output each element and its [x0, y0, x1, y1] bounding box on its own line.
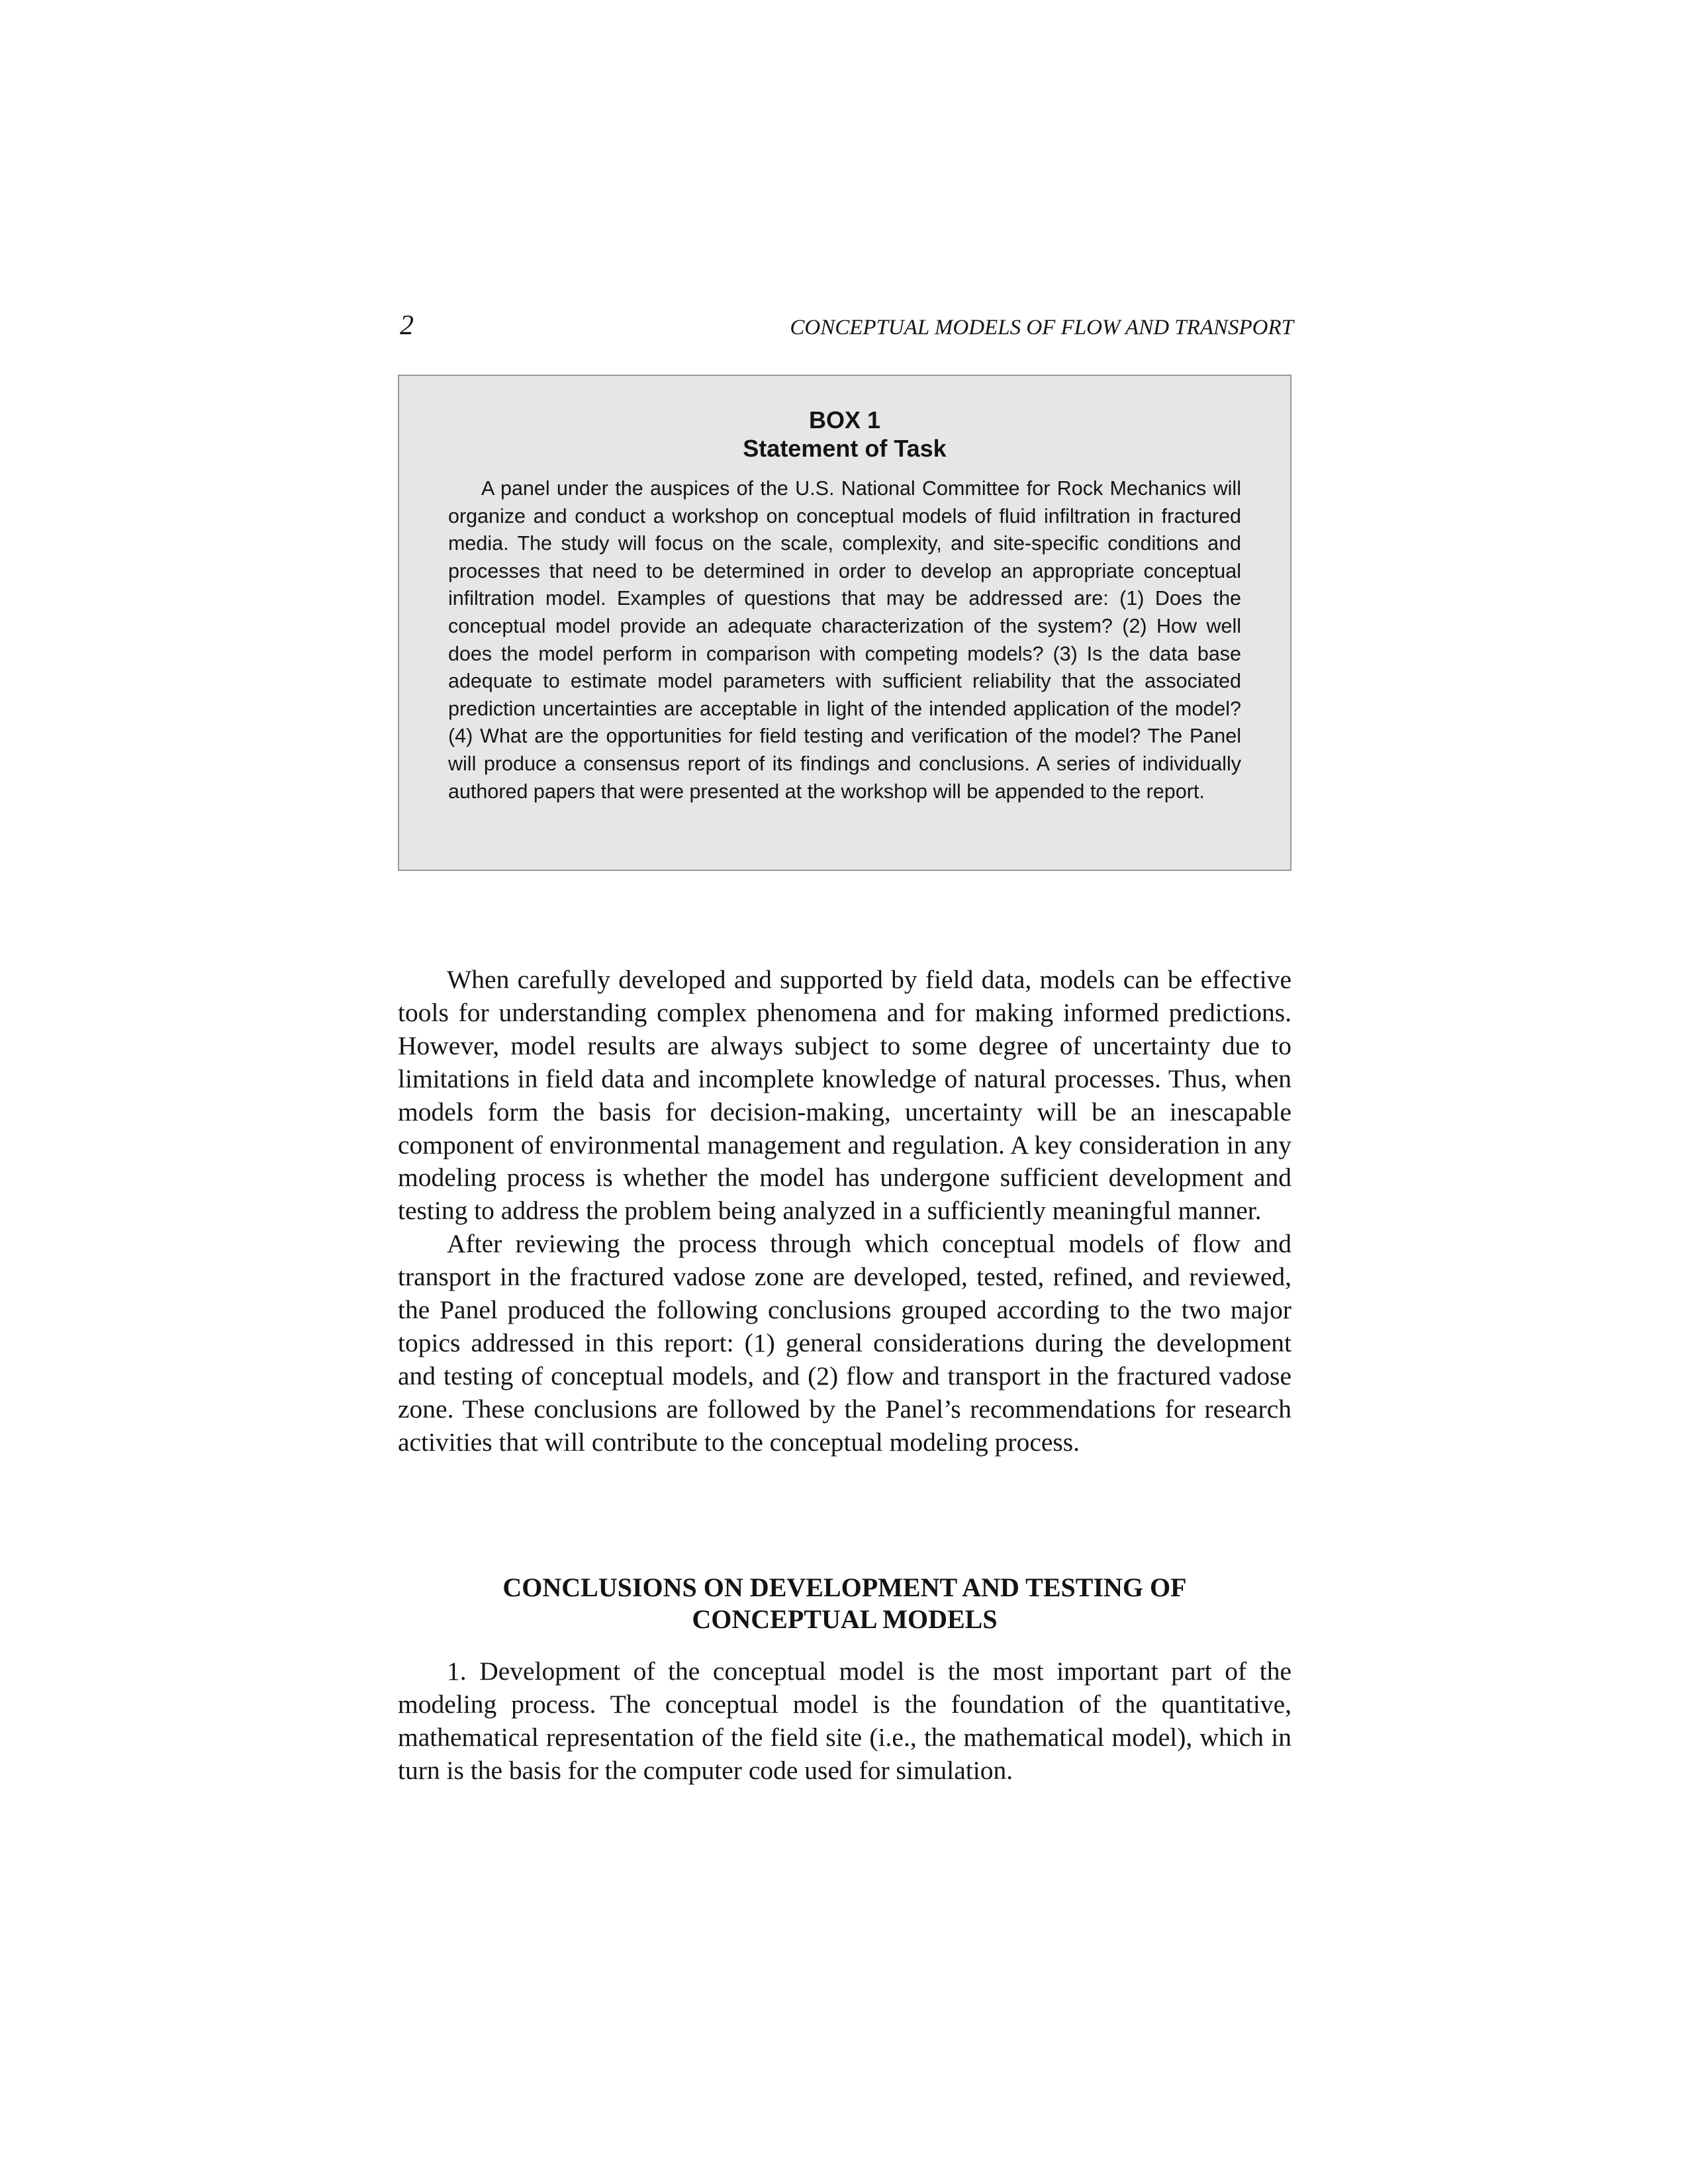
running-header: CONCEPTUAL MODELS OF FLOW AND TRANSPORT — [790, 316, 1293, 340]
main-body-text — [398, 964, 1291, 1459]
box-label: BOX 1 — [808, 406, 881, 433]
section-heading-line: CONCLUSIONS ON DEVELOPMENT AND TESTING OF — [502, 1572, 1187, 1602]
statement-of-task-box — [398, 375, 1291, 871]
body-paragraph: When carefully developed and supported by field data, models can be effective tools for understanding complex phenomena and for making informed predictions. However, model results are always subject to some degree of uncertainty due to limitations in field data and incomplete knowledge of natural processes. Thus, when models form the basis for decision-making, uncertainty will be an inescapable component of environmental management and regulation. A key consideration in any modeling process is whether the model has undergone sufficient development and testing to address the problem being analyzed in a sufficiently meaningful manner. — [398, 965, 1291, 1226]
section-heading-line: CONCEPTUAL MODELS — [692, 1604, 998, 1634]
conclusions-body-text — [398, 1655, 1291, 1788]
box-title: Statement of Task — [743, 435, 947, 462]
conclusion-paragraph: 1. Development of the conceptual model is the most important part of the modeling process. The conceptual model is the foundation of the quantitative, mathematical representation of the field site (i.e., the mathematical model), which in turn is the basis for the computer code used for simulation. — [398, 1657, 1291, 1785]
page-number: 2 — [400, 310, 414, 341]
body-paragraph: After reviewing the process through which conceptual models of flow and transport in the fractured vadose zone are developed, tested, refined, and reviewed, the Panel produced the following conclusions grouped according to the two major topics addressed in this report: (1) general considerations during the development and testing of conceptual models, and (2) flow and transport in the fractured vadose zone. These conclusions are followed by the Panel’s recommendations for research activities that will contribute to the conceptual modeling process. — [398, 1229, 1291, 1457]
section-heading — [398, 1572, 1291, 1635]
box-text: A panel under the auspices of the U.S. National Committee for Rock Mechanics will organize and conduct a workshop on conceptual models of fluid infiltration in fractured media. The study will focus on the scale, complexity, and site-specific conditions and processes that need to be determined in order to develop an appropriate conceptual infiltration model. Examples of questions that may be addressed are: (1) Does the conceptual model provide an adequate characterization of the system? (2) How well does the model perform in comparison with competing models? (3) Is the data base adequate to estimate model parameters with sufficient reliability that the associated prediction uncertainties are acceptable in light of the intended application of the model? (4) What are the opportunities for field testing and verification of the model? The Panel will produce a consensus report of its findings and conclusions. A series of individually authored papers that were presented at the workshop will be appended to the report. — [448, 477, 1241, 803]
